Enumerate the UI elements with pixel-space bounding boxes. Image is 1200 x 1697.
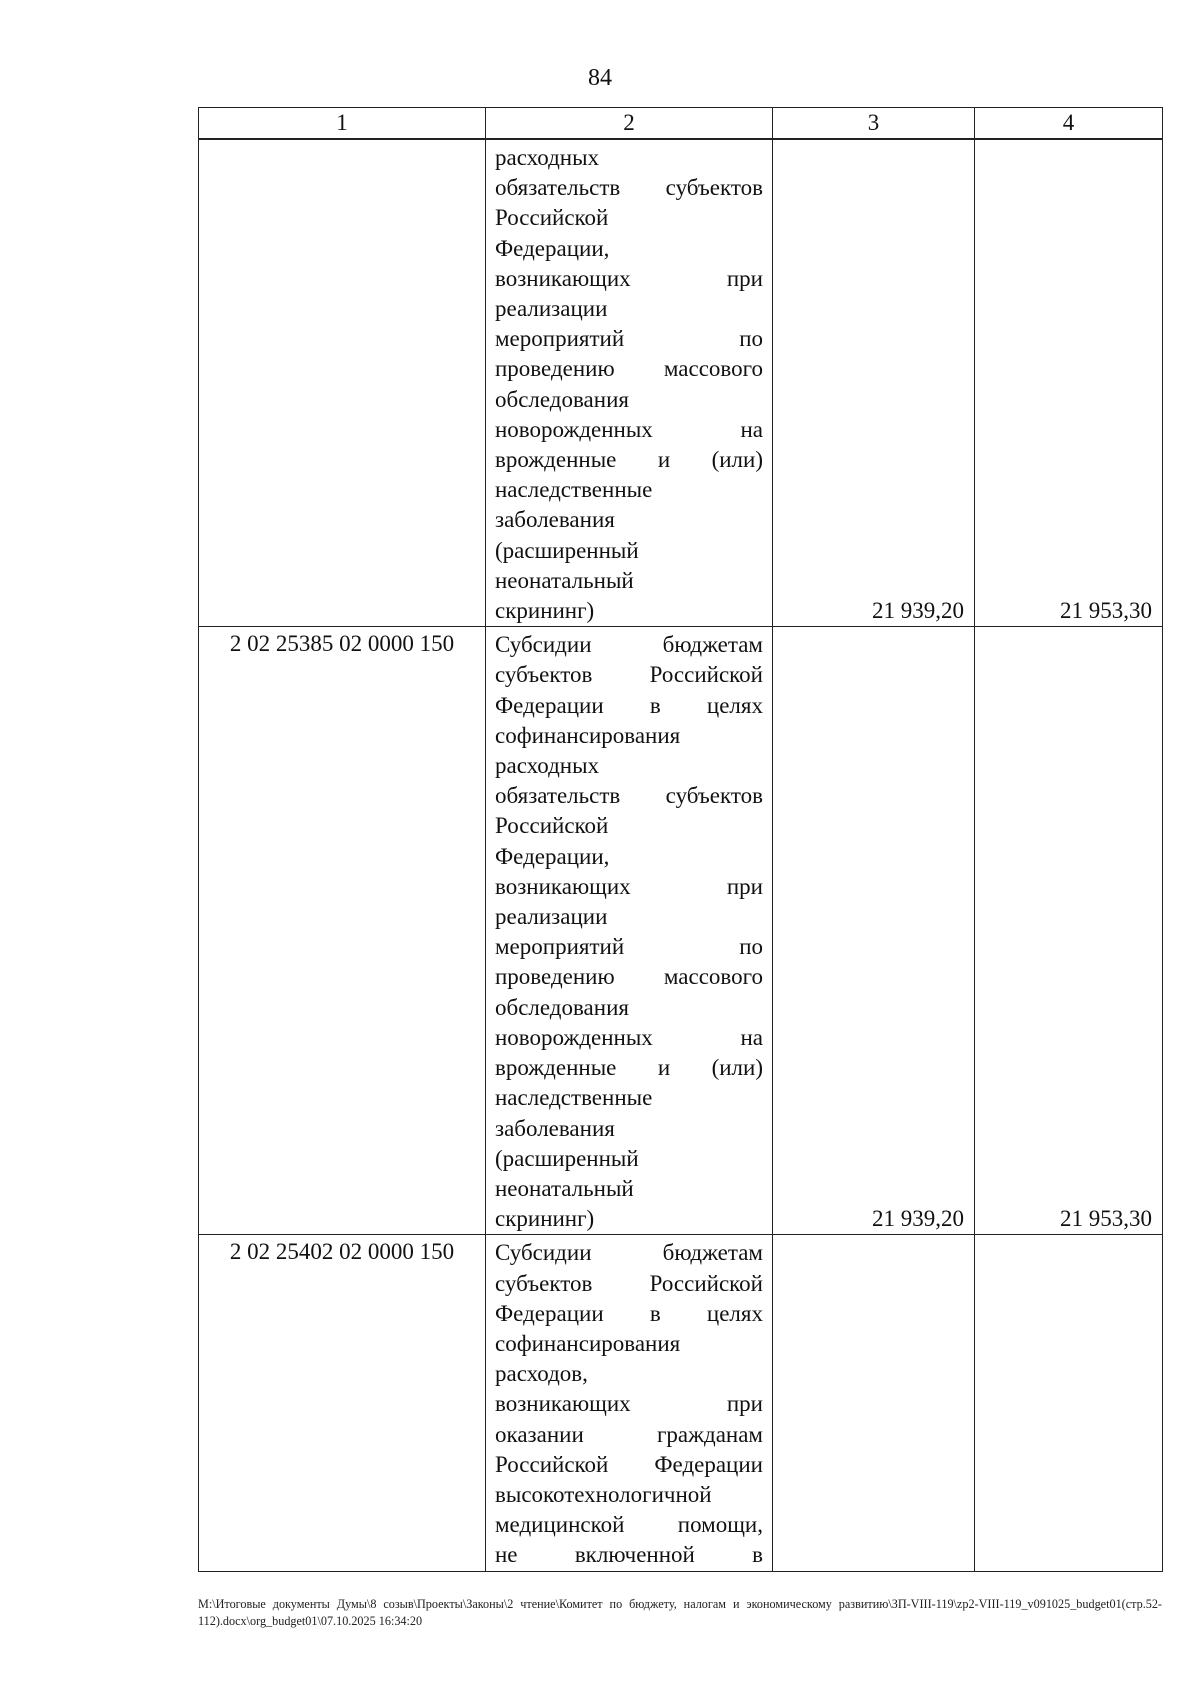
description-line: софинансирования [495,1330,681,1356]
description-line: Федерации в целях [495,692,763,718]
amount-col3-cell: 21 939,20 [773,627,975,1235]
table-row [199,627,1163,1235]
description-cell [486,1235,773,1571]
description-line: врожденные и (или) [495,447,763,473]
description-line: мероприятий по [495,326,763,352]
column-header-3: 3 [773,108,975,140]
description-line: Федерации, [495,843,610,869]
description-line: наследственные [495,477,653,503]
amount-col3-cell [773,1235,975,1571]
column-header-4: 4 [975,108,1163,140]
budget-code-cell: 2 02 25402 02 0000 150 [199,1235,486,1571]
description-line: не включенной в [495,1542,763,1568]
description-line: скрининг) [495,598,595,624]
column-header-2: 2 [486,108,773,140]
description-line: Российской [495,813,609,839]
description-line: обязательств субъектов [495,783,763,809]
description-line: обследования [495,386,629,412]
description-line: заболевания [495,507,615,533]
description-line: Субсидии бюджетам [495,1240,763,1266]
description-line: реализации [495,904,608,930]
column-header-1: 1 [199,108,486,140]
description-line: субъектов Российской [495,662,763,688]
page-number: 84 [588,65,612,91]
description-line: обязательств субъектов [495,175,763,201]
amount-col4-cell [975,1235,1163,1571]
description-line: (расширенный [495,1145,639,1171]
description-line: новорожденных на [495,1024,763,1050]
description-line: медицинской помощи, [495,1512,763,1538]
description-line: оказании гражданам [495,1421,763,1447]
description-line: софинансирования [495,722,681,748]
description-line: Российской Федерации [495,1451,763,1477]
description-line: реализации [495,296,608,322]
table-header-row [199,108,1163,140]
description-line: Российской [495,205,609,231]
description-line: возникающих при [495,873,763,899]
description-line: новорожденных на [495,416,763,442]
amount-col3-cell: 21 939,20 [773,139,975,627]
table-row [199,139,1163,627]
description-line: возникающих при [495,265,763,291]
description-line: Федерации в целях [495,1300,763,1326]
description-line: высокотехнологичной [495,1481,712,1507]
description-line: проведению массового [495,356,763,382]
description-cell [486,139,773,627]
budget-code-cell [199,139,486,627]
description-line: заболевания [495,1115,615,1141]
description-line: скрининг) [495,1206,595,1232]
description-line: мероприятий по [495,934,763,960]
amount-col4-cell: 21 953,30 [975,627,1163,1235]
description-cell [486,627,773,1235]
amount-col4-cell: 21 953,30 [975,139,1163,627]
description-line: проведению массового [495,964,763,990]
description-line: Субсидии бюджетам [495,632,763,658]
description-line: обследования [495,994,629,1020]
description-line: наследственные [495,1085,653,1111]
description-line: врожденные и (или) [495,1055,763,1081]
footer-file-path: M:\Итоговые документы Думы\8 созыв\Проекты\Законы\2 чтение\Комитет по бюджету, налогам и экономическому развитию\ЗП-VIII-119\zp2-VIII-119_v091025_budget01(стр.52-112).docx\org_budget01\07.10.2025 16:34:20 [198,1597,1162,1628]
description-line: Федерации, [495,235,610,261]
description-line: (расширенный [495,537,639,563]
description-line: неонатальный [495,1175,634,1201]
description-line: расходных [495,753,600,779]
description-line: возникающих при [495,1391,763,1417]
table-row [199,1235,1163,1571]
description-line: неонатальный [495,567,634,593]
budget-table [198,107,1163,1572]
description-line: субъектов Российской [495,1270,763,1296]
budget-code-cell: 2 02 25385 02 0000 150 [199,627,486,1235]
description-line: расходов, [495,1361,588,1387]
description-line: расходных [495,145,600,170]
